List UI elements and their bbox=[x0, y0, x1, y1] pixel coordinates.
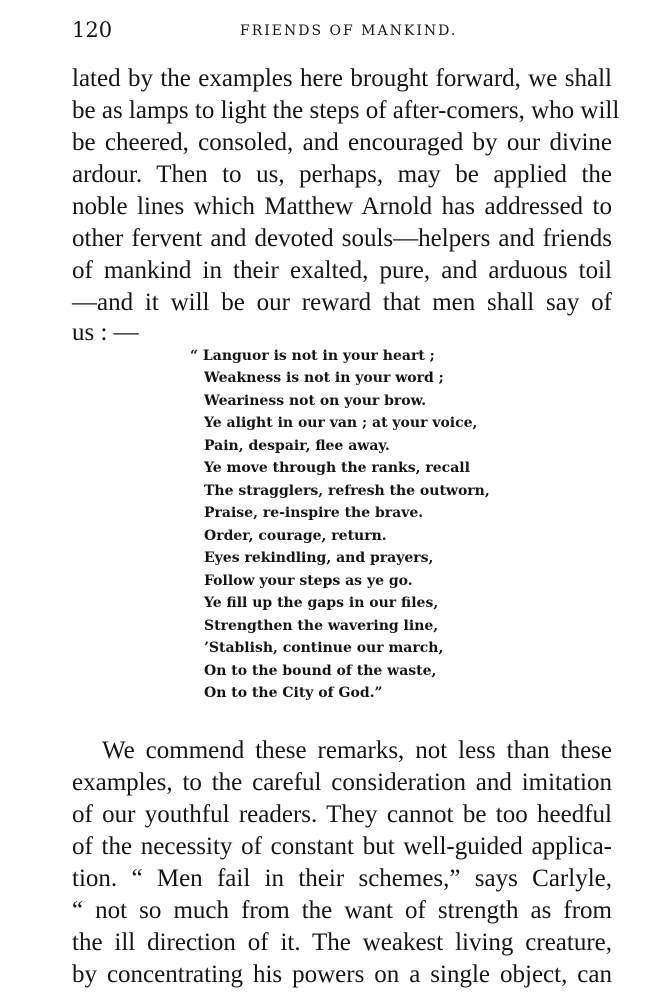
poem-line: On to the bound of the waste, bbox=[204, 663, 437, 679]
running-title: FRIENDS OF MANKIND. bbox=[240, 23, 458, 39]
text-line: other fervent and devoted souls—helpers and friends bbox=[72, 225, 612, 252]
text-line: “ not so much from the want of strength as from bbox=[72, 897, 612, 924]
text-line: by concentrating his powers on a single object, can bbox=[72, 961, 612, 988]
text-line: tion. “ Men fail in their schemes,” says Carlyle, bbox=[72, 865, 612, 892]
poem-line: Weakness is not in your word ; bbox=[204, 370, 444, 386]
text-line: ardour. Then to us, perhaps, may be applied the bbox=[72, 161, 612, 188]
poem-line: “ Languor is not in your heart ; bbox=[190, 348, 435, 364]
text-line: the ill direction of it. The weakest living creature, bbox=[72, 929, 612, 956]
text-line: of the necessity of constant but well-guided applica- bbox=[72, 833, 612, 860]
text-line: be as lamps to light the steps of after-comers, who will bbox=[72, 97, 620, 124]
text-line: lated by the examples here brought forward, we shall bbox=[72, 65, 612, 92]
text-line: noble lines which Matthew Arnold has addressed to bbox=[72, 193, 612, 220]
text-line: We commend these remarks, not less than these bbox=[102, 737, 612, 764]
poem-line: Strengthen the wavering line, bbox=[204, 618, 439, 634]
poem-line: Pain, despair, flee away. bbox=[204, 438, 390, 454]
page-number: 120 bbox=[72, 18, 113, 42]
poem-line: Ye alight in our van ; at your voice, bbox=[204, 415, 478, 431]
poem-line: Ye fill up the gaps in our files, bbox=[204, 595, 439, 611]
poem-line: Order, courage, return. bbox=[204, 528, 387, 544]
running-head bbox=[72, 18, 612, 48]
text-line: of mankind in their exalted, pure, and arduous toil bbox=[72, 257, 612, 284]
text-line: be cheered, consoled, and encouraged by our divine bbox=[72, 129, 612, 156]
poem-line: Follow your steps as ye go. bbox=[204, 573, 413, 589]
poem-line: On to the City of God.” bbox=[204, 685, 383, 701]
poem-line: The stragglers, refresh the outworn, bbox=[204, 483, 490, 499]
poem-line: Weariness not on your brow. bbox=[204, 393, 427, 409]
text-line: examples, to the careful consideration and imitation bbox=[72, 769, 612, 796]
poem-line: Eyes rekindling, and prayers, bbox=[204, 550, 434, 566]
poem-line: ’Stablish, continue our march, bbox=[204, 640, 444, 656]
text-line: of our youthful readers. They cannot be too heedful bbox=[72, 801, 612, 828]
poem-line: Ye move through the ranks, recall bbox=[204, 460, 470, 476]
text-line: us : — bbox=[72, 319, 139, 346]
poem-line: Praise, re-inspire the brave. bbox=[204, 505, 424, 521]
text-line: —and it will be our reward that men shall say of bbox=[72, 289, 612, 316]
